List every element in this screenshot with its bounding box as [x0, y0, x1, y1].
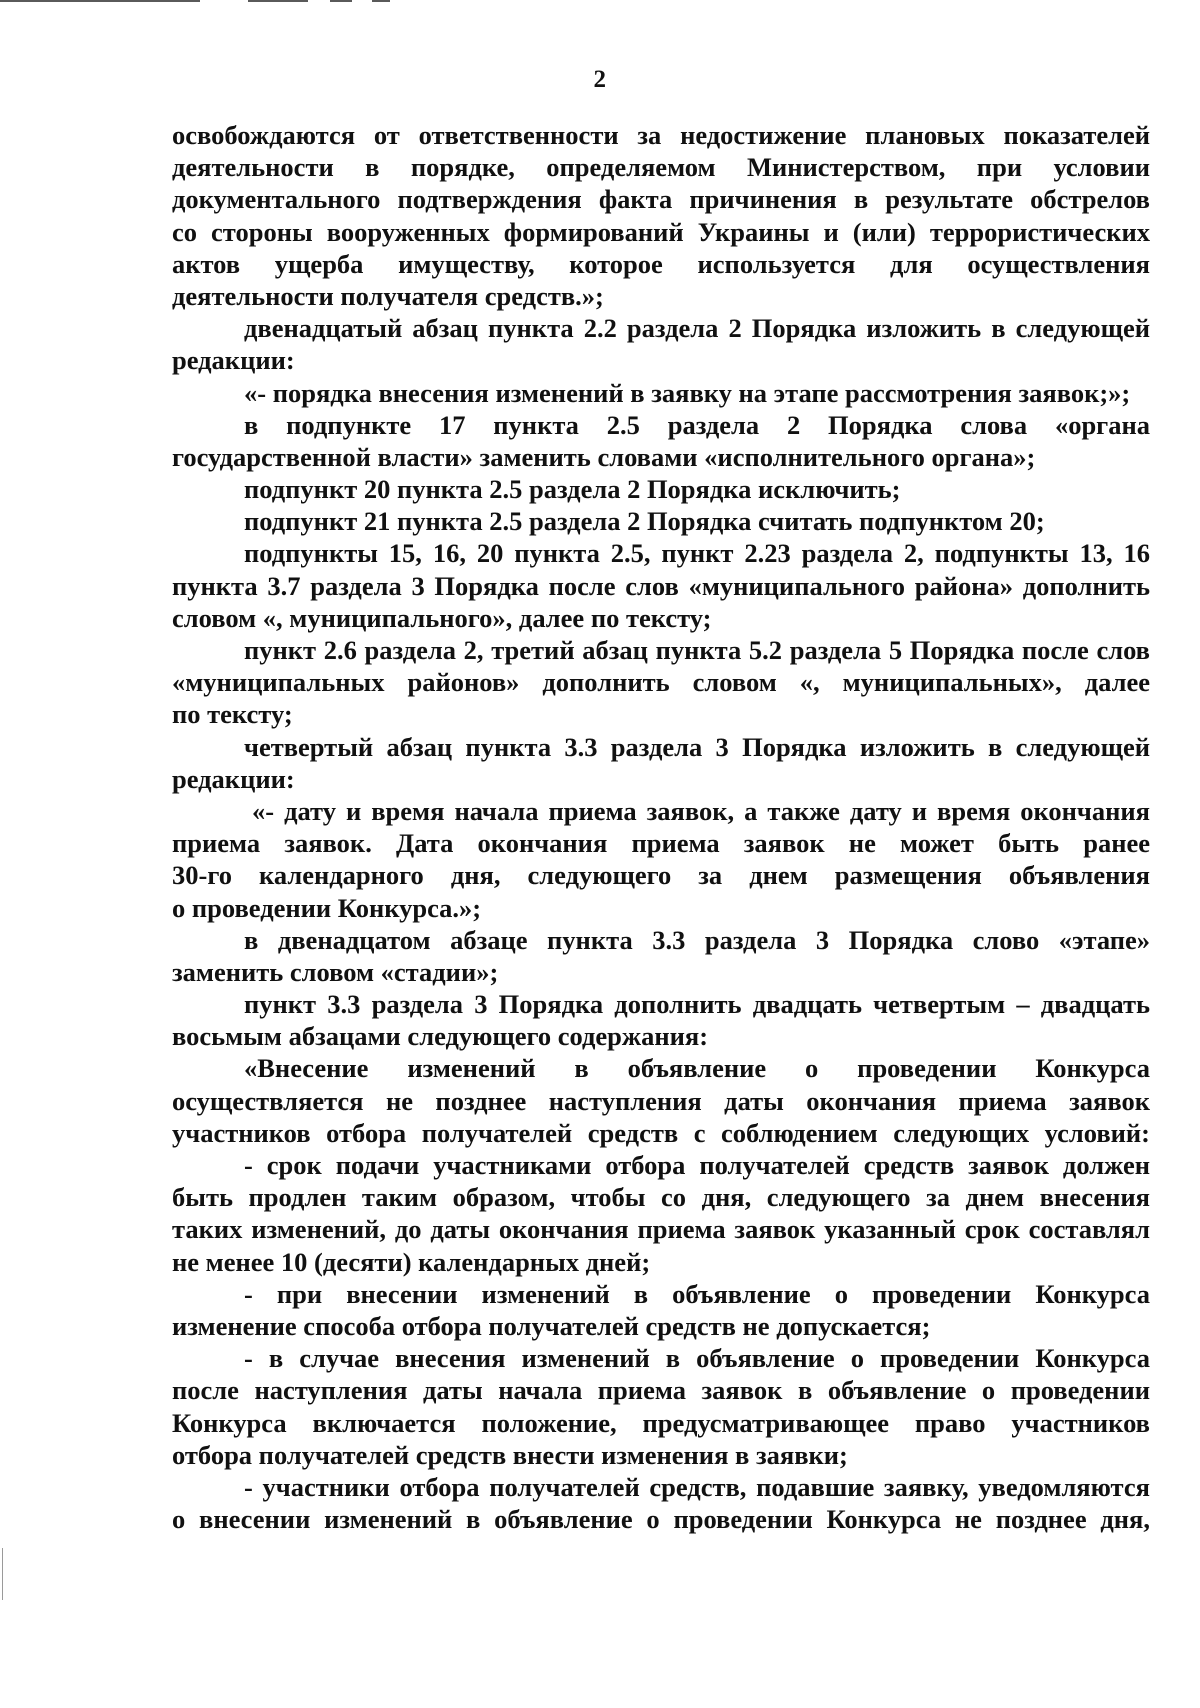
document-body [172, 119, 1150, 1535]
text-line: о проведении Конкурса.»; [172, 892, 482, 923]
page-number: 2 [593, 66, 607, 93]
text-line: «- порядка внесения изменений в заявку на этапе рассмотрения заявок;»; [244, 377, 1131, 408]
text-line: государственной власти» заменить словами «исполнительного органа»; [172, 441, 1036, 472]
text-line: подпункт 20 пункта 2.5 раздела 2 Порядка исключить; [244, 474, 901, 505]
text-line: актов ущерба имуществу, которое используется для осуществления [172, 248, 1150, 279]
text-line: подпункты 15, 16, 20 пункта 2.5, пункт 2.23 раздела 2, подпункты 13, 16 [244, 538, 1150, 569]
text-line: восьмым абзацами следующего содержания: [172, 1021, 709, 1052]
text-line: таких изменений, до даты окончания приема заявок указанный срок составлял [172, 1214, 1150, 1245]
text-line: Конкурса включается положение, предусматривающее право участников [172, 1407, 1150, 1438]
text-line: деятельности в порядке, определяемом Министерством, при условии [172, 152, 1150, 183]
text-line: изменение способа отбора получателей средств не допускается; [172, 1310, 931, 1341]
text-line: - участники отбора получателей средств, подавшие заявку, уведомляются [244, 1471, 1150, 1502]
text-line: пункта 3.7 раздела 3 Порядка после слов «муниципального района» дополнить [172, 570, 1150, 601]
text-line: подпункт 21 пункта 2.5 раздела 2 Порядка считать подпунктом 20; [244, 506, 1045, 537]
text-line: - при внесении изменений в объявление о проведении Конкурса [244, 1278, 1150, 1309]
text-line: - в случае внесения изменений в объявление о проведении Конкурса [244, 1343, 1150, 1374]
text-line: документального подтверждения факта причинения в результате обстрелов [172, 184, 1150, 215]
text-line: о внесении изменений в объявление о проведении Конкурса не позднее дня, [172, 1504, 1150, 1535]
text-line: «- дату и время начала приема заявок, а также дату и время окончания [252, 795, 1150, 826]
text-line: освобождаются от ответственности за недостижение плановых показателей [172, 120, 1150, 150]
text-line: «муниципальных районов» дополнить словом «, муниципальных», далее [172, 667, 1150, 698]
text-line: четвертый абзац пункта 3.3 раздела 3 Порядка изложить в следующей [244, 731, 1150, 762]
scan-edge-marks [0, 0, 520, 3]
text-line: не менее 10 (десяти) календарных дней; [172, 1246, 651, 1277]
text-line: быть продлен таким образом, чтобы со дня, следующего за днем внесения [172, 1182, 1150, 1213]
text-line: пункт 3.3 раздела 3 Порядка дополнить двадцать четвертым – двадцать [244, 989, 1150, 1020]
text-line: деятельности получателя средств.»; [172, 280, 604, 311]
text-line: со стороны вооруженных формирований Украины и (или) террористических [172, 216, 1150, 247]
text-line: двенадцатый абзац пункта 2.2 раздела 2 Порядка изложить в следующей [244, 313, 1150, 344]
text-line: 30-го календарного дня, следующего за днем размещения объявления [172, 860, 1150, 891]
text-line: по тексту; [172, 699, 293, 730]
text-line: участников отбора получателей средств с соблюдением следующих условий: [172, 1117, 1150, 1148]
text-line: редакции: [172, 763, 295, 794]
text-line: словом «, муниципального», далее по тексту; [172, 602, 712, 633]
text-line: - срок подачи участниками отбора получателей средств заявок должен [244, 1150, 1150, 1180]
text-line: отбора получателей средств внести изменения в заявки; [172, 1439, 848, 1470]
text-line: после наступления даты начала приема заявок в объявление о проведении [172, 1375, 1150, 1406]
text-line: в подпункте 17 пункта 2.5 раздела 2 Порядка слова «органа [244, 409, 1150, 440]
text-line: заменить словом «стадии»; [172, 956, 499, 987]
text-line: редакции: [172, 345, 295, 376]
scan-margin-mark [2, 1548, 3, 1600]
text-line: осуществляется не позднее наступления даты окончания приема заявок [172, 1085, 1150, 1116]
text-line: приема заявок. Дата окончания приема заявок не может быть ранее [172, 828, 1150, 859]
text-line: в двенадцатом абзаце пункта 3.3 раздела 3 Порядка слово «этапе» [244, 924, 1150, 955]
text-line: «Внесение изменений в объявление о проведении Конкурса [244, 1053, 1150, 1084]
text-line: пункт 2.6 раздела 2, третий абзац пункта 5.2 раздела 5 Порядка после слов [244, 635, 1150, 665]
